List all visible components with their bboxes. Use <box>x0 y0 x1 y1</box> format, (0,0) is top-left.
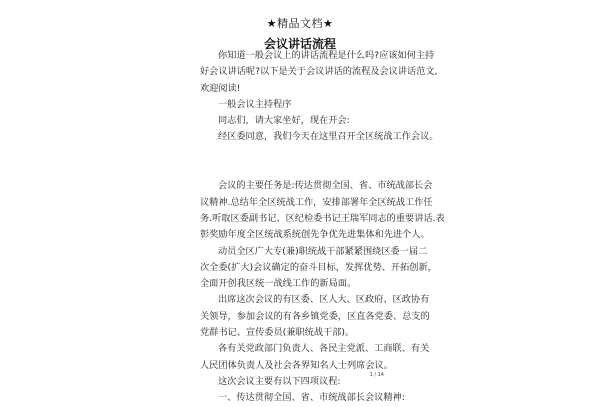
body-line: 好会议讲话呢?以下是关于会议讲话的流程及会议讲话范文, <box>200 66 438 78</box>
body-line: 关领导，参加会议的有各乡镇党委，区直各党委、总支的 <box>200 310 430 322</box>
body-line: 议精神.总结年全区统战工作，安排部署年全区统战工作任 <box>200 196 433 208</box>
body-line: 人民团体负责人及社会各界知名人士列席会议。 <box>200 359 393 371</box>
body-line: 全面开创我区统一战线工作的新局面。 <box>200 278 357 290</box>
body-line: 经区委同意，我们今天在这里召开全区统战工作会议。 <box>218 131 439 143</box>
body-line: 一般会议主持程序 <box>218 98 292 110</box>
body-line: 党群书记、宣传委员(兼职统战干部)。 <box>200 327 355 339</box>
document-body <box>200 48 445 407</box>
body-line: 这次会议主要有以下四项议程: <box>218 375 341 387</box>
page-number: 1 / 14 <box>369 372 384 378</box>
paragraph-gap <box>200 162 412 178</box>
body-line: 会议的主要任务是:传达贯彻全国、省、市统战部长会 <box>218 180 433 192</box>
header-mark: ★精品文档★ <box>266 17 334 30</box>
body-line: 彰奖励年度全区统战系统创先争优先进集体和先进个人。 <box>200 229 430 241</box>
body-line: 次全委(扩大)会议确定的奋斗目标，发挥优势、开拓创新， <box>200 261 437 273</box>
body-line: 欢迎阅读! <box>200 82 241 94</box>
body-line: 各有关党政部门负责人、各民主党派、工商联、有关 <box>218 343 430 355</box>
body-line: 动员全区广大专(兼)职统战干部紧紧围绕区委一届二 <box>218 245 428 257</box>
body-line: 一、传达贯彻全国、省、市统战部长会议精神: <box>218 392 405 404</box>
document-title: 会议讲话流程 <box>263 37 336 51</box>
body-line: 你知道一般会议上的讲话流程是什么吗?应该如何主持 <box>218 50 435 61</box>
body-line: 出席这次会议的有区委、区人大、区政府、区政协有 <box>218 294 430 306</box>
body-line: 同志们，请大家坐好，现在开会: <box>218 115 350 127</box>
body-line: 务.听取区委副书记、区纪检委书记王瑞军同志的重要讲话.表 <box>200 212 445 224</box>
paragraph-gap <box>200 146 412 162</box>
